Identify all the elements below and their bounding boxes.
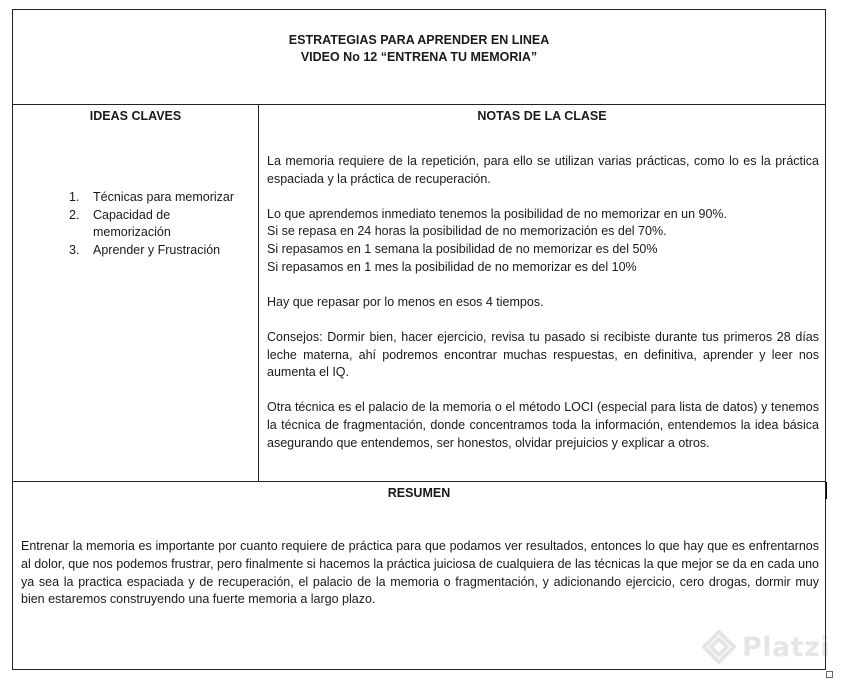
list-item[interactable] xyxy=(13,207,243,242)
table-resize-handle[interactable] xyxy=(826,671,833,678)
text-cursor xyxy=(826,482,827,499)
notes-line-90: Lo que aprendemos inmediato tenemos la posibilidad de no memorizar en un 90%. xyxy=(267,206,728,221)
platzi-watermark xyxy=(702,630,830,664)
list-item-number: 1. xyxy=(69,190,80,204)
notes-paragraph-techniques: Otra técnica es el palacio de la memoria o el método LOCI (especial para lista de datos) y tenemos la técnica de fragmentación, donde concentramos toda la información, entendemos la idea básica asegurando que entendemos, ser honestos, olvidar prejuicios y explicar a otros. xyxy=(267,400,819,450)
notes-line-10: Si repasamos en 1 mes la posibilidad de no memorizar es del 10% xyxy=(267,259,637,274)
list-item[interactable] xyxy=(13,242,243,260)
list-item-text: Aprender y Frustración xyxy=(93,242,221,257)
document-header xyxy=(13,10,825,105)
list-item-number: 2. xyxy=(69,207,80,222)
notes-column-title[interactable]: NOTAS DE LA CLASE xyxy=(477,109,607,123)
list-item-text: Capacidad de memorización xyxy=(93,207,171,239)
summary-text[interactable]: Entrenar la memoria es importante por cuanto requiere de práctica para que podamos ver resultados, entonces lo que hay que es enfrentarnos al dolor, que nos podemos frustrar, pero finalmente si hacemos la práctica juiciosa de cualquiera de las técnicas la que mejor se da en cada uno ya sea la practica espaciada y de recuperación, el palacio de la memoria o fragmentación, y adicionando ejercicio, cero drogas, dormir muy bien estaremos construyendo una fuerte memoria a largo plazo. xyxy=(21,539,819,607)
notes-paragraph-repetition: La memoria requiere de la repetición, para ello se utilizan varias prácticas, como lo es la práctica espaciada y la práctica de recuperación. xyxy=(267,154,819,186)
notes-line-50: Si repasamos en 1 semana la posibilidad de no memorizar es del 50% xyxy=(267,241,658,256)
list-item-number: 3. xyxy=(69,242,80,257)
notes-section xyxy=(13,105,825,482)
list-item-text: Técnicas para memorizar xyxy=(93,190,235,204)
summary-title[interactable]: RESUMEN xyxy=(387,486,451,500)
document-subtitle[interactable]: VIDEO No 12 “ENTRENA TU MEMORIA” xyxy=(300,50,538,64)
notes-paragraph-review: Hay que repasar por lo menos en esos 4 tiempos. xyxy=(267,294,544,309)
ideas-column xyxy=(13,105,259,481)
list-item[interactable] xyxy=(13,189,243,207)
notes-paragraph-advice: Consejos: Dormir bien, hacer ejercicio, revisa tu pasado si recibiste durante tus primeros 28 días leche materna, ahí podremos encontrar muchas respuestas, en definitiva, aprender y leer nos aumenta el IQ. xyxy=(267,329,819,380)
notes-body[interactable] xyxy=(267,153,819,470)
notes-column xyxy=(259,105,825,481)
ideas-column-title[interactable]: IDEAS CLAVES xyxy=(89,109,182,123)
ideas-list xyxy=(13,189,243,259)
document-title[interactable]: ESTRATEGIAS PARA APRENDER EN LINEA xyxy=(288,33,550,47)
watermark-text: Platzi xyxy=(742,631,831,663)
notes-line-70: Si se repasa en 24 horas la posibilidad de no memorización es del 70%. xyxy=(267,224,667,239)
cornell-notes-table xyxy=(12,9,826,670)
platzi-logo-icon xyxy=(702,630,736,664)
